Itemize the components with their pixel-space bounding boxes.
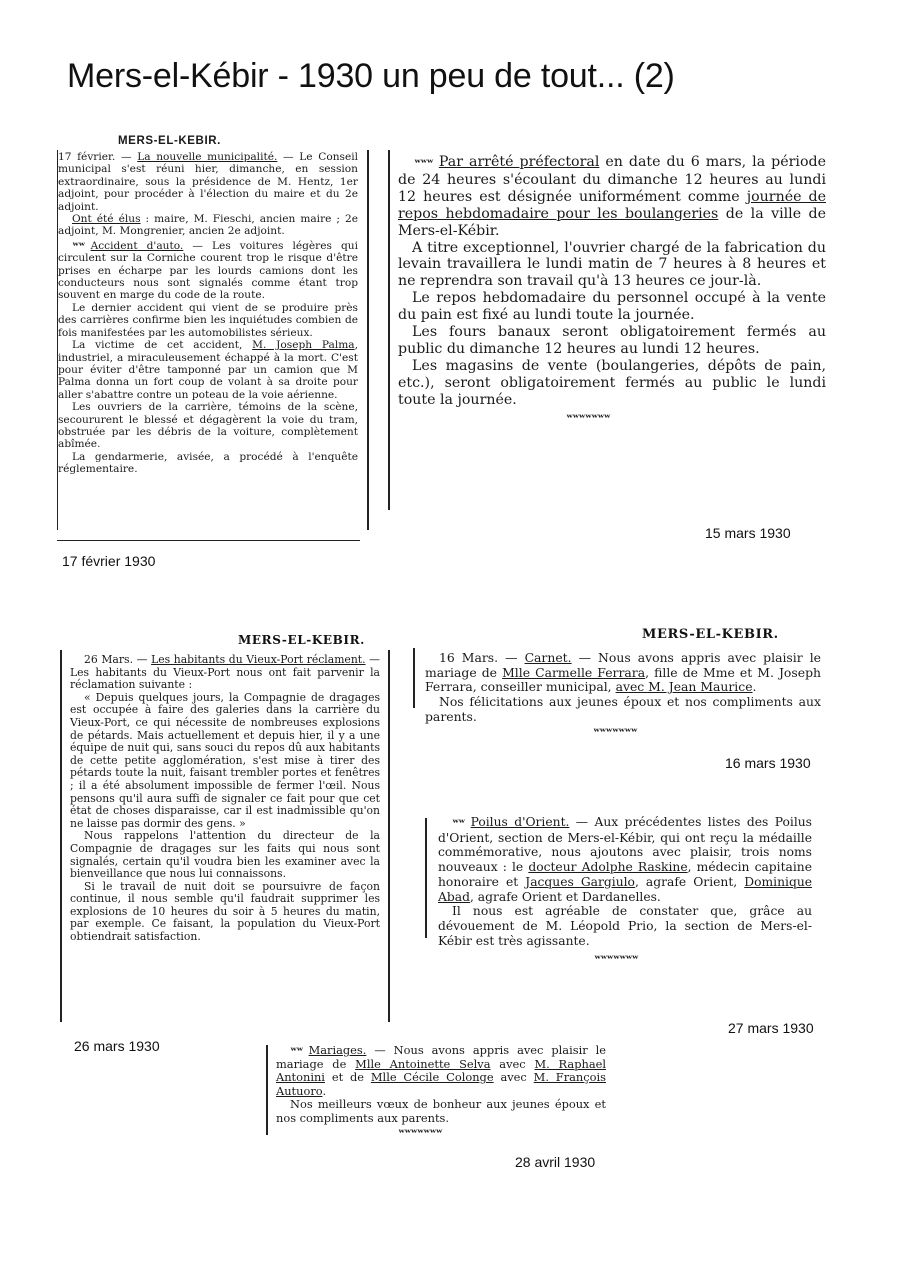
clipping-body: [438, 815, 812, 948]
ornament-icon: ʷʷ: [452, 816, 465, 829]
paragraph: « Depuis quelques jours, la Compagnie de dragages est occupée à faire des galeries dans la carrière du Vieux-Port, ce qui nécessite de nombreuses explosions de pétards. Mais actuellement et depuis hier, il y a une équipe de nuit qui, sans souci du repos dû aux habitants de cette petite agglomération, s'est mise à tirer des pétards toute la nuit, faisant trembler portes et fenêtres ; il a été absolument impossible de fermer l'œil. Nous pensons qu'il aura suffi de signaler ce fait pour que cet état de choses disparaisse, car il est inadmissible qu'on ne laisse pas dormir des gens. »: [70, 690, 380, 830]
clipping-date: 27 mars 1930: [728, 1020, 814, 1036]
paragraph: ʷʷ Poilus d'Orient. — Aux précédentes listes des Poilus d'Orient, section de Mers-el-Kébir, qui ont reçu la médaille commémorative, nous ajoutons avec plaisir, trois noms nouveaux : le docteur Adolphe Raskine, médecin capitaine honoraire et Jacques Gargiulo, agrafe Orient, Dominique Abad, agrafe Orient et Dardanelles.: [438, 815, 813, 904]
ornament-icon: ʷʷʷʷʷʷʷ: [593, 724, 637, 738]
column-rule: [266, 1045, 268, 1135]
paragraph: Le repos hebdomadaire du personnel occupé à la vente du pain est fixé au lundi toute la journée.: [398, 290, 826, 324]
paragraph: Ont été élus : maire, M. Fieschi, ancien maire ; 2e adjoint, M. Mongrenier, ancien 2e adjoint.: [58, 213, 359, 238]
paragraph: Nos félicitations aux jeunes époux et nos compliments aux parents.: [425, 694, 821, 724]
column-rule: [388, 150, 390, 510]
paragraph: La victime de cet accident, M. Joseph Palma, industriel, a miraculeusement échappé à la mort. C'est pour éviter d'être tamponné par un camion que M Palma donna un fort coup de volant à sa droite pour aller s'abattre contre un poteau de la voie aérienne.: [58, 339, 358, 401]
clipping-carnet: [425, 651, 821, 738]
column-rule: [388, 650, 390, 1022]
ornament-icon: ʷʷʷʷʷʷʷ: [566, 410, 610, 424]
paragraph: 17 février. — La nouvelle municipalité. — Le Conseil municipal s'est réuni hier, dimanche, en session extraordinaire, sous la présidence de M. Hentz, 1er adjoint, pour procéder à l'élection du maire et du 2e adjoint.: [58, 151, 359, 213]
clipping-boulangeries: [398, 154, 826, 424]
paragraph: ʷʷʷ Par arrêté préfectoral en date du 6 mars, la période de 24 heures s'écoulant du dimanche 12 heures au lundi 12 heures est désignée uniformément comme journée de repos hebdomadaire pour les boulangeries de la ville de Mers-el-Kébir.: [398, 154, 827, 239]
ornament-icon: ʷʷʷ: [414, 156, 433, 169]
column-rule: [60, 650, 62, 1022]
paragraph: A titre exceptionnel, l'ouvrier chargé de la fabrication du levain travaillera le lundi matin de 7 heures à 8 heures et ne reprendra son travail qu'à 13 heures ce jour-là.: [398, 239, 826, 290]
paragraph: Nos meilleurs vœux de bonheur aux jeunes époux et nos compliments aux parents.: [276, 1097, 606, 1125]
clipping-date: 28 avril 1930: [515, 1154, 596, 1170]
paragraph: Nous rappelons l'attention du directeur de la Compagnie de dragages sur les faits qui nous sont signalés, certain qu'il voudra bien les examiner avec la bienveillance que nous lui connaissons.: [70, 829, 380, 881]
clipping-date: 16 mars 1930: [725, 755, 811, 771]
paragraph: Les magasins de vente (boulangeries, dépôts de pain, etc.), seront obligatoirement fermés au public le lundi toute la journée.: [398, 357, 826, 408]
paragraph: ʷʷ Mariages. — Nous avons appris avec plaisir le mariage de Mlle Antoinette Selva avec M. Raphael Antonini et de Mlle Cécile Colonge avec M. François Autuoro.: [276, 1043, 606, 1098]
paragraph: Il nous est agréable de constater que, grâce au dévouement de M. Léopold Prio, la section de Mers-el-Kébir est très agissante.: [438, 904, 812, 948]
clipping-body: [425, 651, 821, 725]
clipping-header: MERS-EL-KEBIR.: [642, 627, 779, 642]
paragraph: Les ouvriers de la carrière, témoins de la scène, secoururent le blessé et dégagèrent la voie du tram, obstruée par les débris de la voiture, complètement abîmée.: [58, 401, 358, 451]
clipping-body: [398, 154, 826, 409]
paragraph: ʷʷ Accident d'auto. — Les voitures légères qui circulent sur la Corniche courent trop le risque d'être prises en écharpe par les lourds camions dont les conducteurs nous sont signalés comme étant trop souvent en marge du code de la route.: [58, 238, 358, 302]
clipping-vieux-port: [70, 654, 380, 944]
clipping-municipalite: [58, 135, 358, 476]
clipping-date: 26 mars 1930: [74, 1038, 160, 1054]
clipping-body: [58, 151, 358, 476]
column-rule: [57, 150, 58, 530]
column-rule: [425, 818, 427, 938]
paragraph: 26 Mars. — Les habitants du Vieux-Port réclament. — Les habitants du Vieux-Port nous ont fait parvenir la réclamation suivante :: [70, 653, 380, 692]
clipping-body: [276, 1044, 606, 1126]
clipping-date: 17 février 1930: [62, 553, 156, 569]
page-title: Mers-el-Kébir - 1930 un peu de tout... (2): [67, 57, 675, 95]
paragraph: Si le travail de nuit doit se poursuivre de façon continue, il nous semble qu'il faudrait supprimer les explosions de 10 heures du soir à 5 heures du matin, par exemple. Ce faisant, la population du Vieux-Port obtiendrait satisfaction.: [70, 879, 380, 944]
ornament-icon: ʷʷʷʷʷʷʷ: [398, 1125, 442, 1139]
ornament-icon: ʷʷ: [72, 238, 85, 252]
clipping-body: [70, 654, 380, 944]
clipping-header: MERS-EL-KEBIR.: [118, 135, 221, 147]
paragraph: Les fours banaux seront obligatoirement fermés au public du dimanche 12 heures au lundi 12 heures.: [398, 324, 826, 357]
clipping-date: 15 mars 1930: [705, 525, 791, 541]
paragraph: 16 Mars. — Carnet. — Nous avons appris avec plaisir le mariage de Mlle Carmelle Ferrara, fille de Mme et M. Joseph Ferrara, conseiller municipal, avec M. Jean Maurice.: [425, 650, 821, 695]
clipping-header: MERS-EL-KEBIR.: [238, 633, 365, 647]
column-rule: [413, 648, 415, 708]
ornament-icon: ʷʷ: [290, 1044, 303, 1057]
paragraph: Le dernier accident qui vient de se produire près des carrières confirme bien les inquiétudes combien de fois manifestées par les automobilistes sérieux.: [58, 301, 358, 339]
clipping-poilus-orient: [438, 815, 812, 965]
column-rule: [367, 150, 369, 530]
clipping-mariages: [276, 1044, 606, 1139]
ornament-icon: ʷʷʷʷʷʷʷ: [594, 952, 638, 966]
paragraph: La gendarmerie, avisée, a procédé à l'enquête réglementaire.: [58, 450, 358, 476]
column-rule: [57, 540, 360, 541]
